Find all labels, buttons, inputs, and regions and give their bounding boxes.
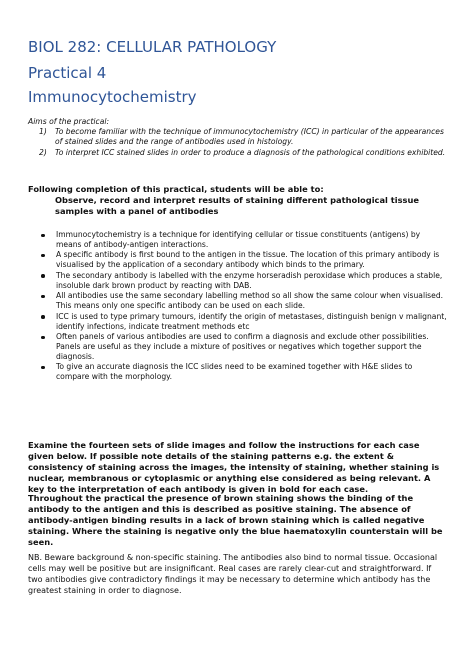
key-points-list: [28, 230, 448, 383]
list-item-text: All antibodies use the same secondary labelling method so all show the same colour when visualised. This means only one specific antibody can be used on each slide.: [56, 291, 444, 311]
outcomes-heading: Following completion of this practical, students will be able to:: [28, 184, 324, 194]
list-item-text: Immunocytochemistry is a technique for identifying cellular or tissue constituents (antigens) by means of antibody-antigen interactions.: [56, 230, 421, 249]
aims-item: [28, 148, 448, 158]
examine-instructions: Examine the fourteen sets of slide images and follow the instructions for each case given below. If possible note details of the staining patterns e.g. the extent & consistency of staining across the images, the intensity of staining, whether staining is nuclear, membranous or cytoplasmic or anything else considered as being relevant. A key to the interpretation of each antibody is given in bold for each case.: [28, 440, 440, 494]
list-item: [28, 291, 448, 311]
aims-item-number: 1): [39, 127, 47, 136]
bullet-icon: [41, 274, 45, 278]
list-item: [28, 332, 448, 362]
list-item: [28, 312, 448, 332]
practical-title: Practical 4: [28, 64, 107, 82]
list-item: [28, 250, 448, 270]
aims-item-text: To become familiar with the technique of immunocytochemistry (ICC) in particular of the appearances of stained slides and the range of antibodies used in histology.: [55, 127, 444, 146]
list-item: [28, 362, 448, 382]
aims-heading: Aims of the practical:: [28, 117, 110, 126]
outcomes-item: Observe, record and interpret results of staining different pathological tissue samples with a panel of antibodies: [55, 195, 420, 216]
bullet-icon: [41, 234, 45, 238]
aims-list: [28, 127, 448, 159]
list-item-text: Often panels of various antibodies are used to confirm a diagnosis and exclude other possibilities. Panels are useful as they include a mixture of positives or negatives which together support the diagnosis.: [56, 332, 429, 361]
staining-explanation: Throughout the practical the presence of brown staining shows the binding of the antibody to the antigen and this is described as positive staining. The absence of antibody-antigen binding results in a lack of brown staining which is called negative staining. Where the staining is negative only the blue haematoxylin counterstain will be seen.: [28, 493, 443, 547]
nb-note: NB. Beware background & non-specific staining. The antibodies also bind to normal tissue. Occasional cells may well be positive but are insignificant. Real cases are rarely clear-cut and straightforward. If two antibodies give contradictory findings it may be necessary to determine which antibody has the greatest staining in order to diagnose.: [28, 553, 438, 595]
topic-title: Immunocytochemistry: [28, 88, 197, 106]
list-item: [28, 271, 448, 291]
list-item: [28, 230, 448, 250]
list-item-text: A specific antibody is first bound to the antigen in the tissue. The location of this primary antibody is visualised by the application of a secondary antibody which binds to the primary.: [56, 250, 440, 270]
list-item-text: The secondary antibody is labelled with the enzyme horseradish peroxidase which produces a stable, insoluble dark brown product by reacting with DAB.: [56, 270, 443, 290]
bullet-icon: [41, 366, 45, 370]
bullet-icon: [41, 315, 45, 319]
list-item-text: ICC is used to type primary tumours, identify the origin of metastases, distinguish benign v malignant, identify infections, indicate treatment methods etc: [56, 311, 447, 331]
bullet-icon: [41, 254, 45, 258]
aims-item-number: 2): [39, 148, 47, 157]
course-title: BIOL 282: CELLULAR PATHOLOGY: [28, 38, 277, 56]
aims-item: [28, 127, 448, 147]
list-item-text: To give an accurate diagnosis the ICC slides need to be examined together with H&E slides to compare with the morphology.: [56, 362, 413, 382]
bullet-icon: [41, 295, 45, 299]
aims-item-text: To interpret ICC stained slides in order to produce a diagnosis of the pathological conditions exhibited.: [55, 148, 446, 157]
bullet-icon: [41, 336, 45, 340]
